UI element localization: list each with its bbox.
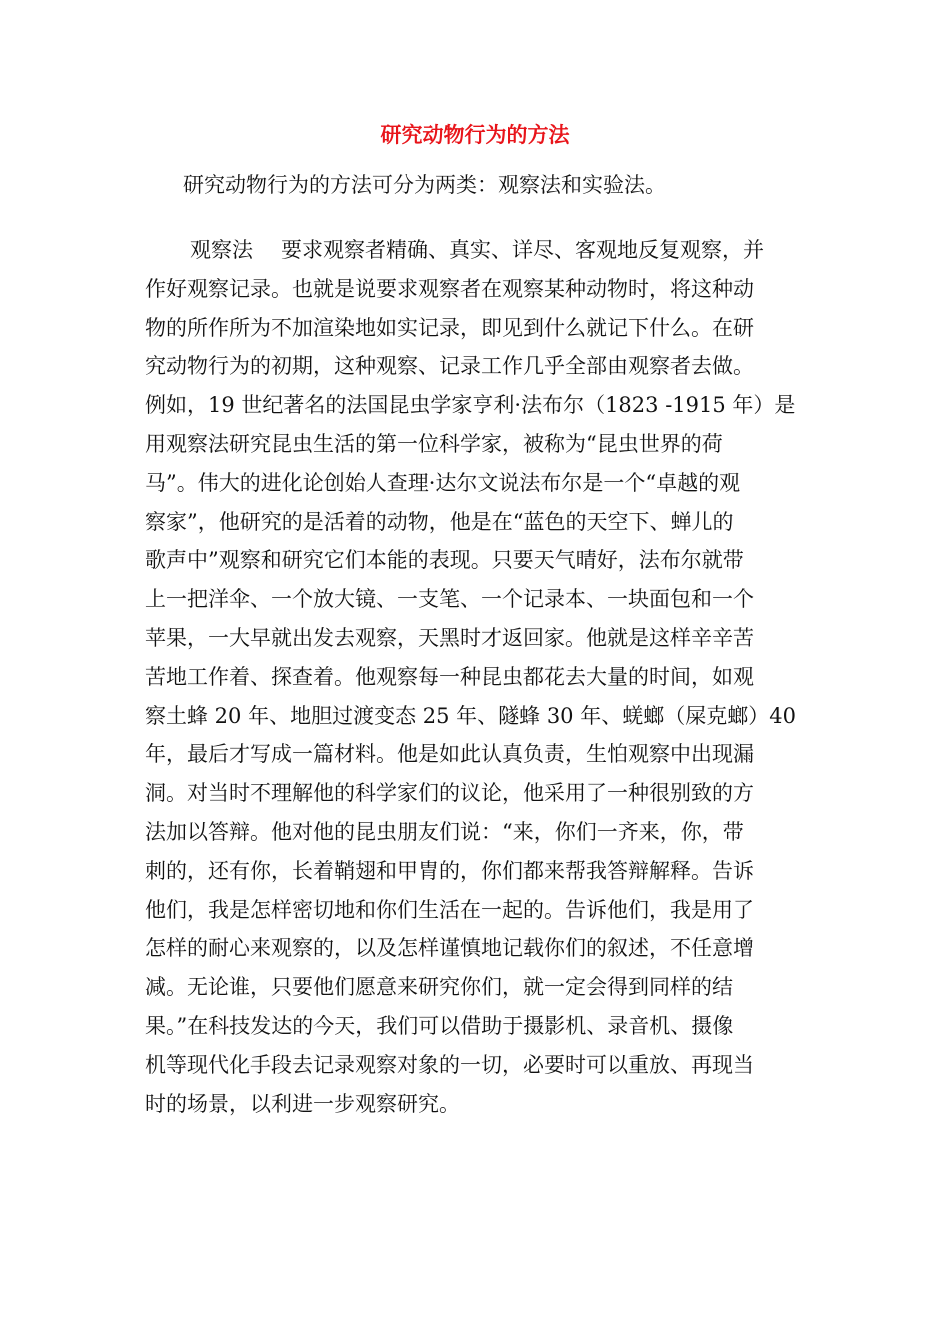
- paragraph-line: 洞。对当时不理解他的科学家们的议论，他采用了一种很别致的方: [145, 781, 754, 806]
- paragraph-line: 例如，19 世纪著名的法国昆虫学家亨利·法布尔（1823 -1915 年）是: [145, 393, 796, 418]
- paragraph-line: 年，最后才写成一篇材料。他是如此认真负责，生怕观察中出现漏: [145, 742, 754, 767]
- paragraph-line: 究动物行为的初期，这种观察、记录工作几乎全部由观察者去做。: [145, 354, 754, 379]
- paragraph-line: 上一把洋伞、一个放大镜、一支笔、一个记录本、一块面包和一个: [145, 587, 754, 612]
- intro-paragraph: 研究动物行为的方法可分为两类：观察法和实验法。: [183, 173, 666, 197]
- document-title: 研究动物行为的方法: [380, 122, 570, 147]
- paragraph-line: 苹果，一大早就出发去观察，天黑时才返回家。他就是这样辛辛苦: [145, 625, 754, 650]
- paragraph-line: 他们，我是怎样密切地和你们生活在一起的。告诉他们，我是用了: [145, 897, 754, 922]
- paragraph-line: 马”。伟大的进化论创始人查理·达尔文说法布尔是一个“卓越的观: [145, 470, 741, 495]
- paragraph-line-text: 要求观察者精确、真实、详尽、客观地反复观察，并: [281, 238, 764, 262]
- paragraph-line: 苦地工作着、探查着。他观察每一种昆虫都花去大量的时间，如观: [145, 664, 754, 689]
- paragraph-line: 机等现代化手段去记录观察对象的一切，必要时可以重放、再现当: [145, 1052, 754, 1077]
- paragraph-line: 用观察法研究昆虫生活的第一位科学家，被称为“昆虫世界的荷: [145, 431, 723, 456]
- paragraph-line: 怎样的耐心来观察的，以及怎样谨慎地记载你们的叙述，不任意增: [145, 936, 754, 961]
- observation-method-paragraph: [145, 231, 805, 1123]
- paragraph-line: 歌声中”观察和研究它们本能的表现。只要天气晴好，法布尔就带: [145, 548, 744, 573]
- paragraph-line: 物的所作所为不加渲染地如实记录，即见到什么就记下什么。在研: [145, 315, 754, 340]
- paragraph-line: 作好观察记录。也就是说要求观察者在观察某种动物时，将这种动: [145, 276, 754, 301]
- paragraph-line: 法加以答辩。他对他的昆虫朋友们说：“来，你们一齐来，你，带: [145, 819, 744, 844]
- paragraph-line: 果。”在科技发达的今天，我们可以借助于摄影机、录音机、摄像: [145, 1013, 734, 1038]
- paragraph-line: 减。无论谁，只要他们愿意来研究你们，就一定会得到同样的结: [145, 975, 733, 1000]
- paragraph-line: 察土蜂 20 年、地胆过渡变态 25 年、隧蜂 30 年、蜣螂（屎克螂）40: [145, 703, 796, 728]
- paragraph-line: [145, 231, 805, 270]
- section-label: 观察法: [190, 238, 253, 262]
- paragraph-line: 时的场景，以利进一步观察研究。: [145, 1091, 460, 1116]
- paragraph-line: 察家”，他研究的是活着的动物，他是在“蓝色的天空下、蝉儿的: [145, 509, 734, 534]
- paragraph-line: 刺的，还有你，长着鞘翅和甲胄的，你们都来帮我答辩解释。告诉: [145, 858, 754, 883]
